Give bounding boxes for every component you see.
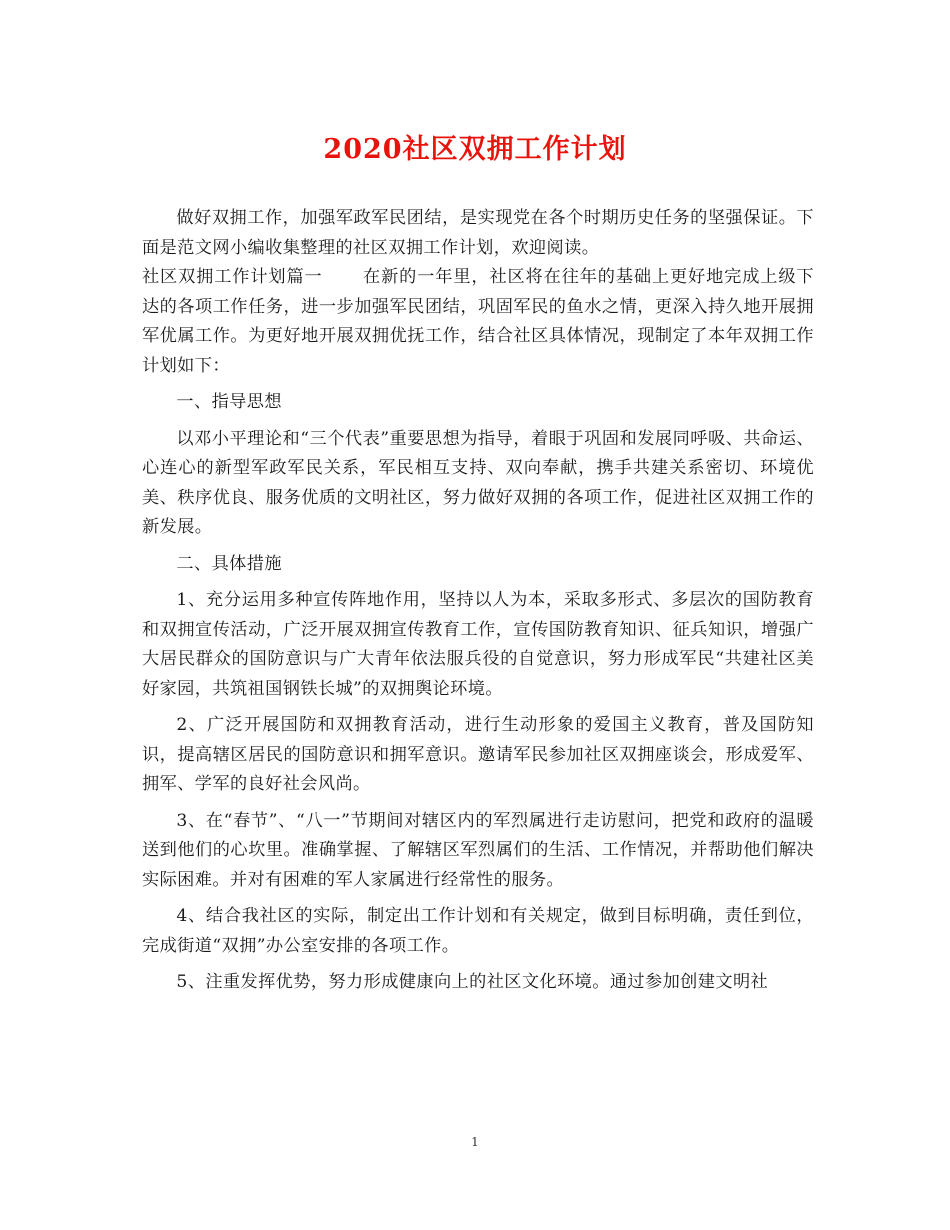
measure-item-4: 4、结合我社区的实际，制定出工作计划和有关规定，做到目标明确，责任到位，完成街道“双拥”办公室安排的各项工作。	[142, 906, 814, 956]
intro-paragraph: 做好双拥工作，加强军政军民团结，是实现党在各个时期历史任务的坚强保证。下面是范文网小编收集整理的社区双拥工作计划，欢迎阅读。	[142, 208, 814, 258]
measure-item-3: 3、在“春节”、“八一”节期间对辖区内的军烈属进行走访慰问，把党和政府的温暖送到他们的心坎里。准确掌握、了解辖区军烈属们的生活、工作情况，并帮助他们解决实际困难。并对有困难的军人家属进行经常性的服务。	[142, 810, 814, 890]
measure-item-1: 1、充分运用多种宣传阵地作用，坚持以人为本，采取多形式、多层次的国防教育和双拥宣传活动，广泛开展双拥宣传教育工作，宣传国防教育知识、征兵知识，增强广大居民群众的国防意识与广大青年依法服兵役的自觉意识，努力形成军民“共建社区美好家园，共筑祖国钢铁长城”的双拥舆论环境。	[142, 590, 814, 699]
section-label: 社区双拥工作计划篇一	[142, 267, 323, 287]
document-title: 2020社区双拥工作计划	[323, 134, 627, 165]
section-text: 在新的一年里，社区将在往年的基础上更好地完成上级下达的各项工作任务，进一步加强军民团结，巩固军民的鱼水之情，更深入持久地开展拥军优属工作。为更好地开展双拥优抚工作，结合社区具体情况，现制定了本年双拥工作计划如下：	[142, 267, 814, 376]
measure-item-5: 5、注重发挥优势，努力形成健康向上的社区文化环境。通过参加创建文明社	[176, 972, 769, 992]
guiding-thought-paragraph: 以邓小平理论和“三个代表”重要思想为指导，着眼于巩固和发展同呼吸、共命运、心连心的新型军政军民关系，军民相互支持、双向奉献，携手共建关系密切、环境优美、秩序优良、服务优质的文明社区，努力做好双拥的各项工作，促进社区双拥工作的新发展。	[142, 428, 814, 537]
heading-guiding-thought: 一、指导思想	[176, 392, 282, 412]
page-number: 1	[471, 1135, 479, 1149]
measure-item-2: 2、广泛开展国防和双拥教育活动，进行生动形象的爱国主义教育，普及国防知识，提高辖区居民的国防意识和拥军意识。邀请军民参加社区双拥座谈会，形成爱军、拥军、学军的良好社会风尚。	[142, 715, 814, 794]
document-body	[142, 204, 814, 998]
heading-specific-measures: 二、具体措施	[176, 553, 282, 574]
section-paragraph	[142, 263, 814, 381]
